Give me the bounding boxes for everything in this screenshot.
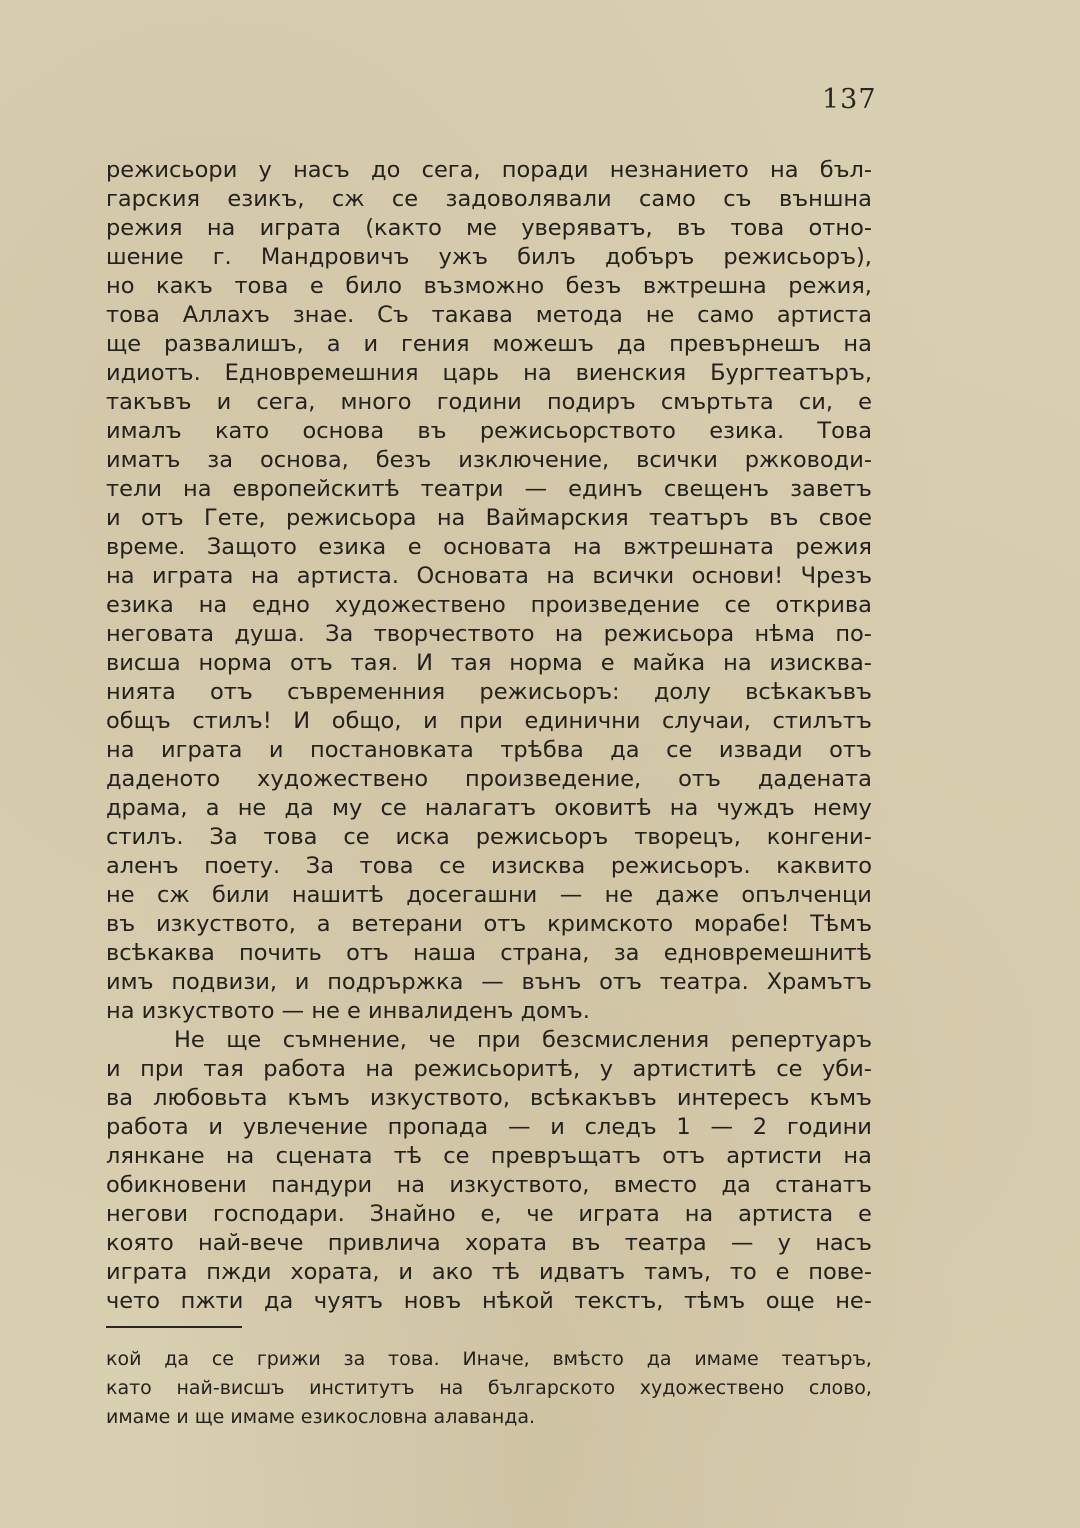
text-line: играта пжди хората, и ако тѣ идватъ тамъ, то е пове-	[106, 1259, 872, 1285]
footnote-divider	[106, 1326, 242, 1328]
text-line: тели на европейскитѣ театри — единъ свещенъ заветъ	[106, 476, 872, 502]
text-line: идиотъ. Едновремешния царь на виенския Бургтеатъръ,	[106, 360, 872, 386]
footnote-line: като най-висшъ институтъ на българското художествено слово,	[106, 1377, 872, 1399]
text-line: ималъ като основа въ режисьорството езика. Това	[106, 418, 872, 444]
text-line: време. Защото езика е основата на вжтрешната режия	[106, 534, 872, 560]
footnote-line: имаме и ще имаме езикословна алаванда.	[106, 1406, 536, 1428]
text-line: висша норма отъ тая. И тая норма е майка на изисква-	[106, 650, 872, 676]
text-line: даденото художествено произведение, отъ дадената	[106, 766, 872, 792]
body-text	[106, 156, 872, 1316]
footnote-line: кой да се грижи за това. Иначе, вмѣсто да имаме театъръ,	[106, 1348, 872, 1370]
text-line: имъ подвизи, и подрържка — вънъ отъ театра. Храмътъ	[106, 969, 872, 995]
text-line: шение г. Мандровичъ ужъ билъ добъръ режисьоръ),	[106, 244, 872, 270]
text-line: всѣкаква почить отъ наша страна, за едновремешнитѣ	[106, 940, 872, 966]
text-line: езика на едно художествено произведение се открива	[106, 592, 872, 618]
text-line: нията отъ съвременния режисьоръ: долу всѣкакъвъ	[106, 679, 872, 705]
text-line: такъвъ и сега, много години подиръ смъртьта си, е	[106, 389, 872, 415]
footnote-text	[106, 1345, 872, 1432]
text-line: но какъ това е било възможно безъ вжтрешна режия,	[106, 273, 872, 299]
page-number: 137	[822, 84, 877, 115]
text-line: аленъ поету. За това се изисква режисьоръ. каквито	[106, 853, 872, 879]
text-line: която най-вече привлича хората въ театра — у насъ	[106, 1230, 872, 1256]
text-line: негови господари. Знайно е, че играта на артиста е	[106, 1201, 872, 1227]
text-line: въ изкуството, а ветерани отъ кримското морабе! Тѣмъ	[106, 911, 872, 937]
text-line: неговата душа. За творчеството на режисьора нѣма по-	[106, 621, 872, 647]
text-line: гарския езикъ, сж се задоволявали само съ външна	[106, 186, 872, 212]
text-line: лянкане на сцената тѣ се превръщатъ отъ артисти на	[106, 1143, 872, 1169]
text-line: чето пжти да чуятъ новъ нѣкой текстъ, тѣмъ още не-	[106, 1288, 872, 1314]
text-line: на играта и постановката трѣбва да се извади отъ	[106, 737, 872, 763]
text-line: режисьори у насъ до сега, поради незнанието на бъл-	[106, 157, 872, 183]
text-line: и отъ Гете, режисьора на Ваймарския театъръ въ свое	[106, 505, 872, 531]
text-line: иматъ за основа, безъ изключение, всички ржководи-	[106, 447, 872, 473]
text-line: не сж били нашитѣ досегашни — не даже опълченци	[106, 882, 872, 908]
text-line: ще развалишъ, а и гения можешъ да превърнешъ на	[106, 331, 872, 357]
text-line: на изкуството — не е инвалиденъ домъ.	[106, 998, 590, 1024]
text-line: режия на играта (както ме уверяватъ, въ това отно-	[106, 215, 872, 241]
text-line: обикновени пандури на изкуството, вместо да станатъ	[106, 1172, 872, 1198]
text-line: ва любовьта къмъ изкуството, всѣкакъвъ интересъ къмъ	[106, 1085, 872, 1111]
text-line: на играта на артиста. Основата на всички основи! Чрезъ	[106, 563, 872, 589]
text-line: драма, а не да му се налагатъ оковитѣ на чуждъ нему	[106, 795, 872, 821]
text-line: и при тая работа на режисьоритѣ, у артиститѣ се уби-	[106, 1056, 872, 1082]
text-line: Не ще съмнение, че при безсмисления репертуаръ	[174, 1027, 872, 1053]
text-line: работа и увлечение пропада — и следъ 1 — 2 години	[106, 1114, 872, 1140]
text-line: това Аллахъ знае. Съ такава метода не само артиста	[106, 302, 872, 328]
text-line: стилъ. За това се иска режисьоръ творецъ, конгени-	[106, 824, 872, 850]
text-line: общъ стилъ! И общо, и при единични случаи, стилътъ	[106, 708, 872, 734]
